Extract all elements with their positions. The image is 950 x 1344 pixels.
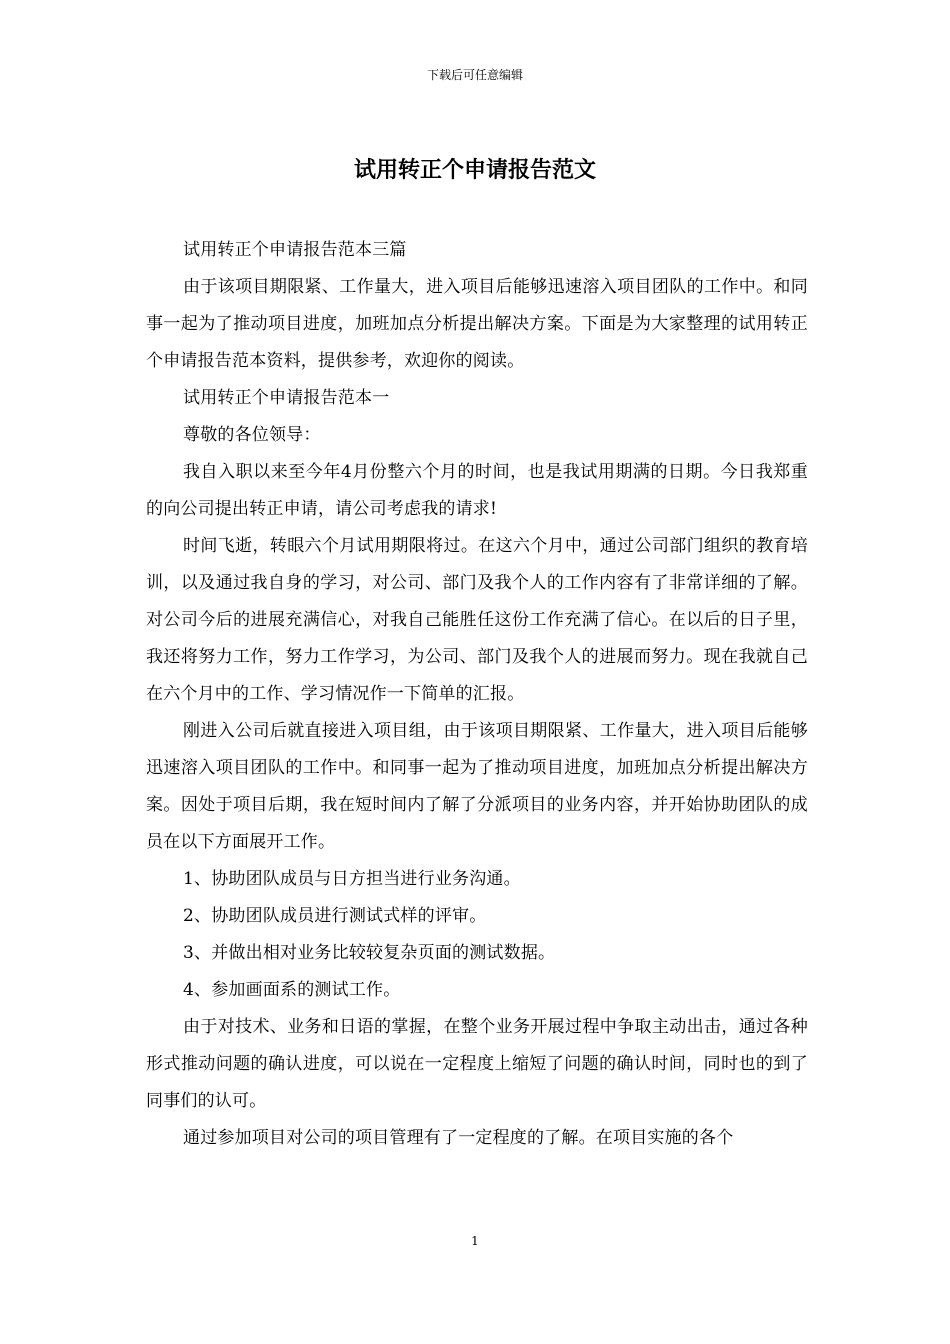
list-item: 3、并做出相对业务比较较复杂页面的测试数据。 <box>183 943 556 963</box>
paragraph-body: 我自入职以来至今年4月份整六个月的时间，也是我试用期满的日期。今日我郑重的向公司提出转正申请，请公司考虑我的请求! <box>146 462 808 519</box>
paragraph-salutation: 尊敬的各位领导： <box>183 425 321 445</box>
list-item: 1、协助团队成员与日方担当进行业务沟通。 <box>183 869 521 889</box>
list-item: 2、协助团队成员进行测试式样的评审。 <box>183 906 487 926</box>
paragraph-intro: 由于该项目期限紧、工作量大，进入项目后能够迅速溶入项目团队的工作中。和同事一起为了推动项目进度，加班加点分析提出解决方案。下面是为大家整理的试用转正个申请报告范本资料，提供参考，欢迎你的阅读。 <box>146 277 808 371</box>
paragraph-body: 刚进入公司后就直接进入项目组，由于该项目期限紧、工作量大，进入项目后能够迅速溶入项目团队的工作中。和同事一起为了推动项目进度，加班加点分析提出解决方案。因处于项目后期，我在短时间内了解了分派项目的业务内容，并开始协助团队的成员在以下方面展开工作。 <box>146 721 808 852</box>
paragraph-subtitle: 试用转正个申请报告范本三篇 <box>183 240 407 260</box>
paragraph-sample-heading: 试用转正个申请报告范本一 <box>183 388 390 408</box>
paragraph-body: 由于对技术、业务和日语的掌握，在整个业务开展过程中争取主动出击，通过各种形式推动问题的确认进度，可以说在一定程度上缩短了问题的确认时间，同时也的到了同事们的认可。 <box>146 1017 808 1111</box>
paragraph-body: 时间飞逝，转眼六个月试用期限将过。在这六个月中，通过公司部门组织的教育培训，以及通过我自身的学习，对公司、部门及我个人的工作内容有了非常详细的了解。对公司今后的进展充满信心，对我自己能胜任这份工作充满了信心。在以后的日子里，我还将努力工作，努力工作学习，为公司、部门及我个人的进展而努力。现在我就自己在六个月中的工作、学习情况作一下简单的汇报。 <box>146 536 808 704</box>
page-number: 1 <box>471 1234 479 1248</box>
document-title: 试用转正个申请报告范文 <box>353 158 596 183</box>
header-note: 下载后可任意编辑 <box>426 68 523 82</box>
list-item: 4、参加画面系的测试工作。 <box>183 980 401 1000</box>
paragraph-body: 通过参加项目对公司的项目管理有了一定程度的了解。在项目实施的各个 <box>183 1128 734 1148</box>
document-body <box>146 232 808 1157</box>
